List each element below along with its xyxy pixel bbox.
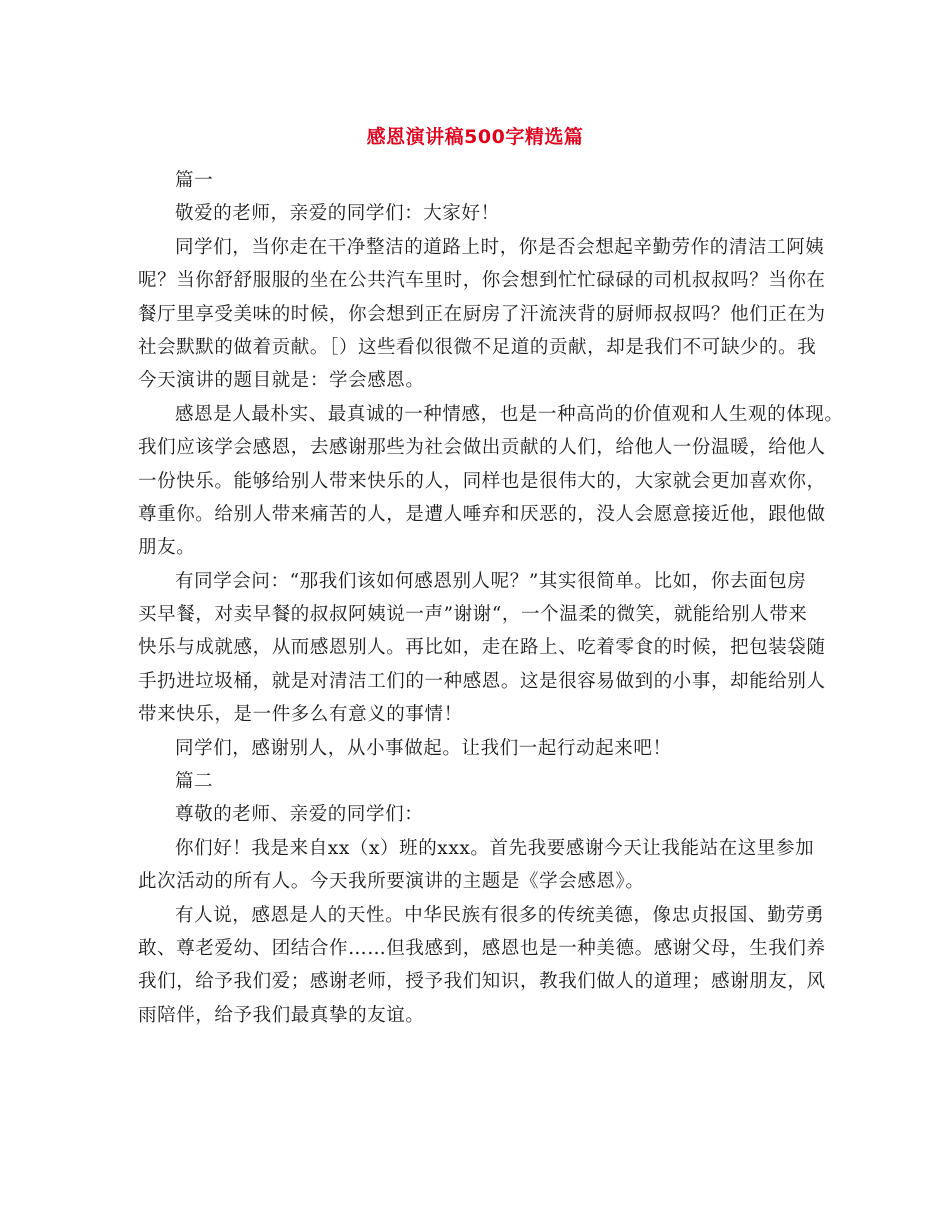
text-line: 篇二: [175, 771, 214, 793]
text-line: 我们应该学会感恩，去感谢那些为社会做出贡献的人们，给他人一份温暖，给他人: [138, 437, 826, 459]
document-body: [138, 164, 844, 1032]
text-line: 快乐与成就感，从而感恩别人。再比如，走在路上、吃着零食的时候，把包装袋随: [138, 637, 826, 659]
text-line: 带来快乐，是一件多么有意义的事情！: [138, 704, 463, 726]
text-line: 尊敬的老师、亲爱的同学们：: [175, 804, 424, 826]
text-line: 朋友。: [138, 537, 196, 559]
text-line: 篇一: [175, 170, 214, 191]
text-line: 你们好！我是来自xx（x）班的xxx。首先我要感谢今天让我能站在这里参加: [175, 837, 815, 859]
text-line: 同学们，当你走在干净整洁的道路上时，你是否会想起辛勤劳作的清洁工阿姨: [175, 236, 825, 258]
text-line: 敬爱的老师，亲爱的同学们：大家好！: [175, 203, 500, 225]
text-line: 有同学会问：“那我们该如何感恩别人呢？”其实很简单。比如，你去面包房: [175, 570, 807, 592]
text-line: 有人说，感恩是人的天性。中华民族有很多的传统美德，像忠贞报国、勤劳勇: [175, 904, 825, 926]
text-line: 敢、尊老爱幼、团结合作……但我感到，感恩也是一种美德。感谢父母，生我们养: [138, 937, 826, 959]
text-line: 此次活动的所有人。今天我所要演讲的主题是《学会感恩》。: [138, 871, 645, 893]
text-line: 手扔进垃圾桶，就是对清洁工们的一种感恩。这是很容易做到的小事，却能给别人: [138, 670, 826, 692]
text-line: 一份快乐。能够给别人带来快乐的人，同样也是很伟大的，大家就会更加喜欢你，: [138, 470, 826, 492]
text-line: 今天演讲的题目就是：学会感恩。: [138, 370, 425, 392]
text-line: 雨陪伴，给予我们最真挚的友谊。: [138, 1004, 425, 1026]
text-line: 呢？当你舒舒服服的坐在公共汽车里时，你会想到忙忙碌碌的司机叔叔吗？当你在: [138, 270, 826, 292]
text-line: 感恩是人最朴实、最真诚的一种情感，也是一种高尚的价值观和人生观的体现。: [175, 403, 844, 425]
text-line: 买早餐，对卖早餐的叔叔阿姨说一声”谢谢“，一个温柔的微笑，就能给别人带来: [138, 604, 808, 626]
text-line: 尊重你。给别人带来痛苦的人，是遭人唾弃和厌恶的，没人会愿意接近他，跟他做: [138, 503, 826, 525]
text-line: 我们，给予我们爱；感谢老师，授予我们知识，教我们做人的道理；感谢朋友，风: [138, 971, 826, 993]
document-title: 感恩演讲稿500字精选篇: [366, 126, 584, 148]
text-line: 社会默默的做着贡献。［）这些看似很微不足道的贡献，却是我们不可缺少的。我: [138, 336, 817, 358]
text-line: 餐厅里享受美味的时候，你会想到正在厨房了汗流浃背的厨师叔叔吗？他们正在为: [138, 303, 826, 325]
text-line: 同学们，感谢别人，从小事做起。让我们一起行动起来吧！: [175, 737, 672, 759]
